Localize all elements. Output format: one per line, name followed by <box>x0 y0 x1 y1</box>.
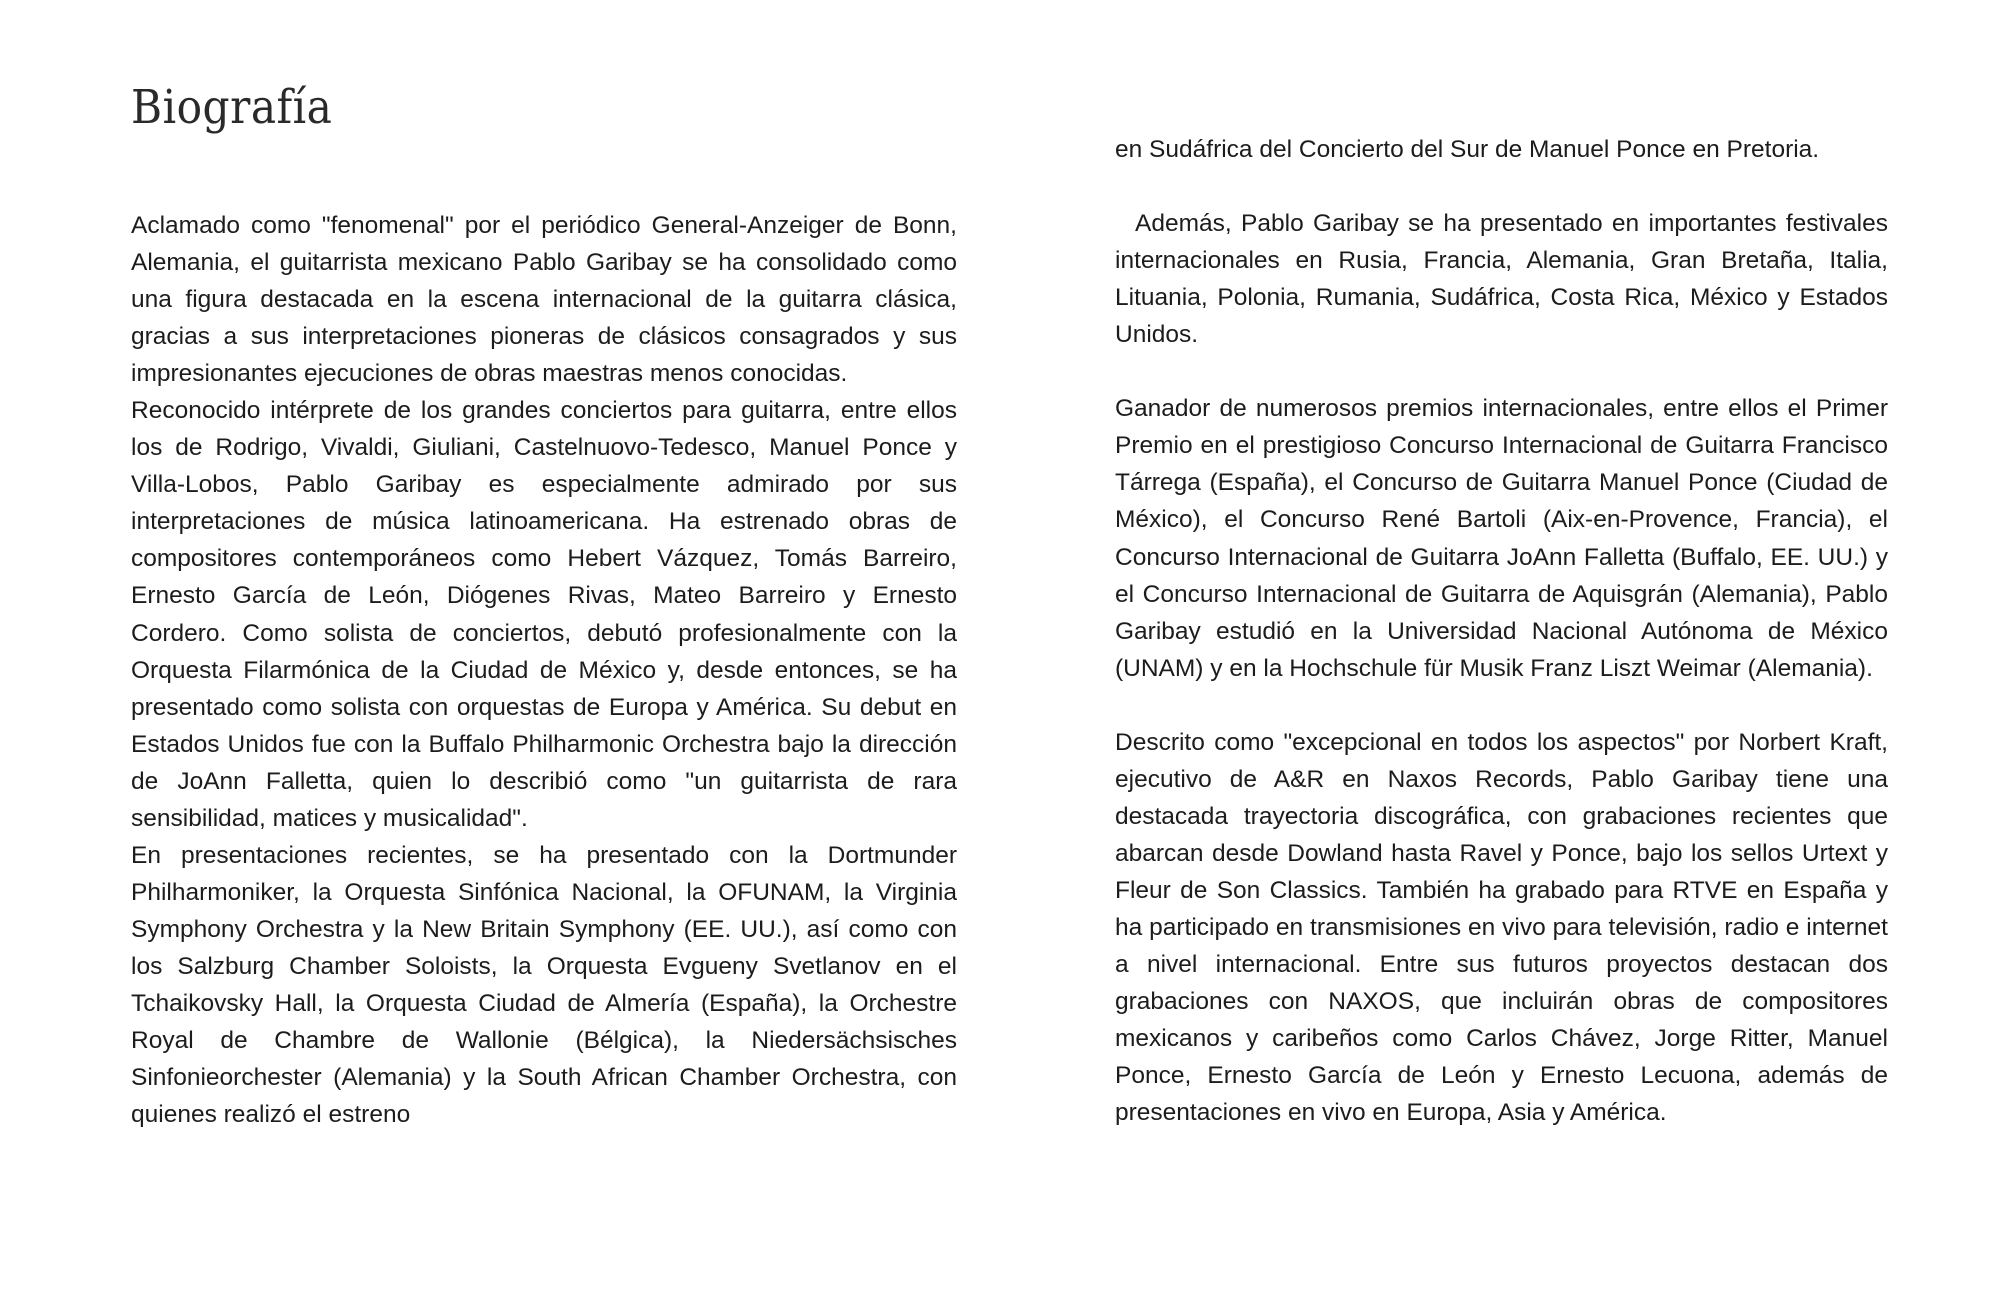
paragraph-spacer <box>1115 687 1888 724</box>
bio-paragraph-awards: Ganador de numerosos premios internacionales, entre ellos el Primer Premio en el prestigioso Concurso Internacional de Guitarra Francisco Tárrega (España), el Concurso de Guitarra Manuel Ponce (Ciudad de México), el Concurso René Bartoli (Aix-en-Provence, Francia), el Concurso Internacional de Guitarra JoAnn Falletta (Buffalo, EE. UU.) y el Concurso Internacional de Guitarra de Aquisgrán (Alemania), Pablo Garibay estudió en la Universidad Nacional Autónoma de México (UNAM) y en la Hochschule für Musik Franz Liszt Weimar (Alemania). <box>1115 395 1888 682</box>
bio-paragraph-continuation: en Sudáfrica del Concierto del Sur de Manuel Ponce en Pretoria. <box>1115 136 1820 163</box>
bio-paragraph-discography: Descrito como "excepcional en todos los aspectos" por Norbert Kraft, ejecutivo de A&R en Naxos Records, Pablo Garibay tiene una destacada trayectoria discográfica, con grabaciones recientes que abarcan desde Dowland hasta Ravel y Ponce, bajo los sellos Urtext y Fleur de Son Classics. También ha grabado para RTVE en España y ha participado en transmisiones en vivo para televisión, radio e internet a nivel internacional. Entre sus futuros proyectos destacan dos grabaciones con NAXOS, que incluirán obras de compositores mexicanos y caribeños como Carlos Chávez, Jorge Ritter, Manuel Ponce, Ernesto García de León y Ernesto Lecuona, además de presentaciones en vivo en Europa, Asia y América. <box>1115 728 1888 1127</box>
left-column <box>131 207 957 1133</box>
bio-paragraph-intro: Aclamado como "fenomenal" por el periódico General-Anzeiger de Bonn, Alemania, el guitarrista mexicano Pablo Garibay se ha consolidado como una figura destacada en la escena internacional de la guitarra clásica, gracias a sus interpretaciones pioneras de clásicos consagrados y sus impresionantes ejecuciones de obras maestras menos conocidas. <box>131 212 957 388</box>
bio-paragraph-festivals: Además, Pablo Garibay se ha presentado en importantes festivales internacionales en Rusia, Francia, Alemania, Gran Bretaña, Italia, Lituania, Polonia, Rumania, Sudáfrica, Costa Rica, México y Estados Unidos. <box>1115 210 1888 349</box>
paragraph-spacer <box>1115 353 1888 390</box>
bio-paragraph-concertos: Reconocido intérprete de los grandes conciertos para guitarra, entre ellos los de Rodrigo, Vivaldi, Giuliani, Castelnuovo-Tedesco, Manuel Ponce y Villa-Lobos, Pablo Garibay es especialmente admirado por sus interpretaciones de música latinoamericana. Ha estrenado obras de compositores contemporáneos como Hebert Vázquez, Tomás Barreiro, Ernesto García de León, Diógenes Rivas, Mateo Barreiro y Ernesto Cordero. Como solista de conciertos, debutó profesionalmente con la Orquesta Filarmónica de la Ciudad de México y, desde entonces, se ha presentado como solista con orquestas de Europa y América. Su debut en Estados Unidos fue con la Buffalo Philharmonic Orchestra bajo la dirección de JoAnn Falletta, quien lo describió como "un guitarrista de rara sensibilidad, matices y musicalidad". <box>131 397 957 832</box>
paragraph-spacer <box>1115 168 1888 205</box>
bio-paragraph-recent-performances: En presentaciones recientes, se ha presentado con la Dortmunder Philharmoniker, la Orquesta Sinfónica Nacional, la OFUNAM, la Virginia Symphony Orchestra y la New Britain Symphony (EE. UU.), así como con los Salzburg Chamber Soloists, la Orquesta Evgueny Svetlanov en el Tchaikovsky Hall, la Orquesta Ciudad de Almería (España), la Orchestre Royal de Chambre de Wallonie (Bélgica), la Niedersächsisches Sinfonieorchester (Alemania) y la South African Chamber Orchestra, con quienes realizó el estreno <box>131 841 957 1129</box>
right-column <box>1115 131 1888 1131</box>
page-title: Biografía <box>131 80 333 135</box>
